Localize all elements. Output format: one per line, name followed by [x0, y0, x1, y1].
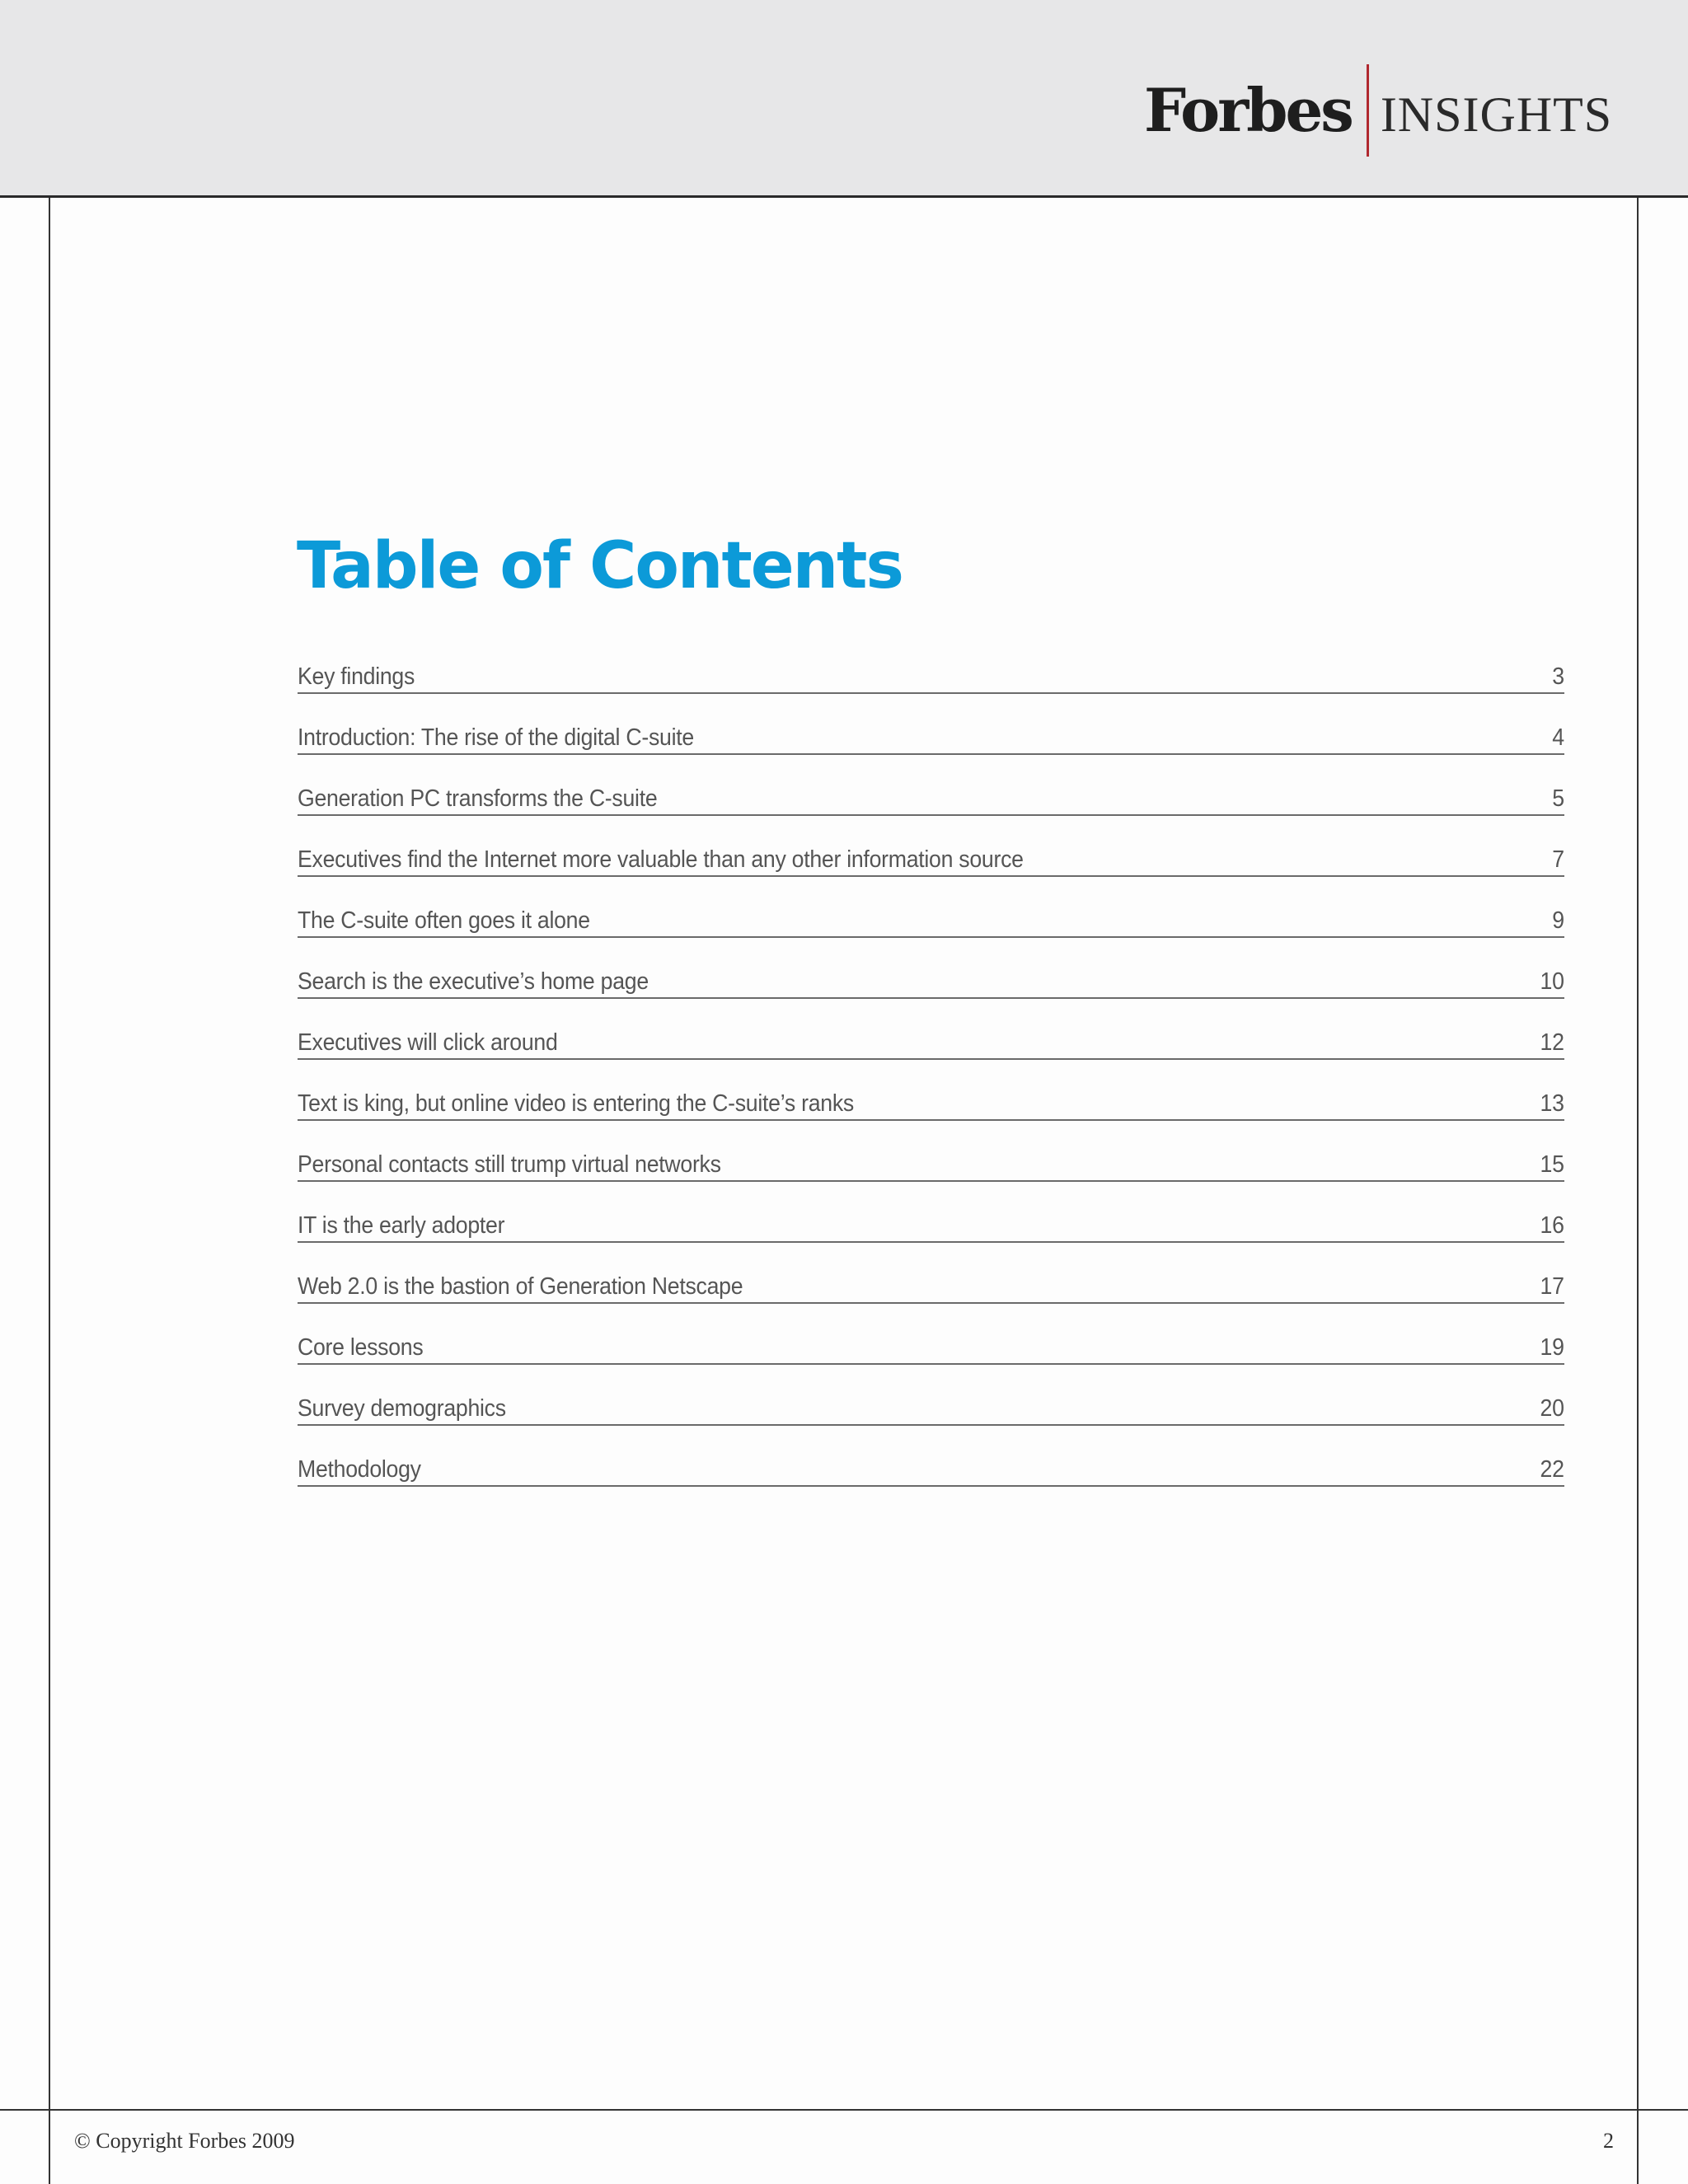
- left-margin-rule: [49, 198, 50, 2184]
- toc-entry[interactable]: [298, 1182, 1564, 1243]
- toc-entry-page: 5: [1552, 785, 1564, 812]
- forbes-insights-logo: [1144, 64, 1612, 157]
- toc-entry-page: 22: [1540, 1455, 1564, 1483]
- footer-copyright: © Copyright Forbes 2009: [74, 2129, 295, 2153]
- toc-entry-label: IT is the early adopter: [298, 1212, 505, 1239]
- toc-entry-label: Methodology: [298, 1455, 421, 1483]
- toc-entry-label: Generation PC transforms the C-suite: [298, 785, 658, 812]
- toc-entry-page: 13: [1540, 1090, 1564, 1117]
- toc-entry[interactable]: [298, 633, 1564, 694]
- toc-entry-page: 19: [1540, 1333, 1564, 1361]
- footer-rule: [0, 2109, 1688, 2111]
- toc-entry-page: 3: [1552, 663, 1564, 690]
- toc-entry-page: 20: [1540, 1394, 1564, 1422]
- toc-entry-label: Search is the executive’s home page: [298, 968, 649, 995]
- toc-entry[interactable]: [298, 1243, 1564, 1304]
- toc-entry-label: Executives will click around: [298, 1029, 558, 1056]
- logo-divider: [1367, 64, 1369, 157]
- toc-entry-label: Executives find the Internet more valuable than any other information source: [298, 846, 1024, 873]
- toc-entry[interactable]: [298, 877, 1564, 938]
- toc-entry-page: 4: [1552, 724, 1564, 751]
- toc-entry-page: 15: [1540, 1151, 1564, 1178]
- toc-entry[interactable]: [298, 694, 1564, 755]
- toc-entry[interactable]: [298, 1121, 1564, 1182]
- toc-entry-page: 17: [1540, 1272, 1564, 1300]
- toc-entry[interactable]: [298, 938, 1564, 999]
- right-margin-rule: [1637, 198, 1639, 2184]
- logo-forbes-wordmark: Forbes: [1144, 75, 1352, 145]
- footer-page-number: 2: [1603, 2129, 1614, 2153]
- page-title: Table of Contents: [297, 529, 903, 603]
- toc-entry-page: 10: [1540, 968, 1564, 995]
- toc-entry-page: 16: [1540, 1212, 1564, 1239]
- toc-entry-label: Personal contacts still trump virtual networks: [298, 1151, 721, 1178]
- toc-entry-label: Web 2.0 is the bastion of Generation Netscape: [298, 1272, 743, 1300]
- toc-entry[interactable]: [298, 816, 1564, 877]
- toc-entry-label: Key findings: [298, 663, 415, 690]
- toc-entry-page: 12: [1540, 1029, 1564, 1056]
- header-band: [0, 0, 1688, 198]
- toc-entry[interactable]: [298, 755, 1564, 816]
- toc-entry[interactable]: [298, 1426, 1564, 1487]
- toc-entry[interactable]: [298, 1365, 1564, 1426]
- logo-insights-wordmark: INSIGHTS: [1380, 87, 1613, 142]
- toc-entry-label: Text is king, but online video is entering the C-suite’s ranks: [298, 1090, 854, 1117]
- toc-list: [298, 633, 1564, 1487]
- toc-entry-label: Introduction: The rise of the digital C-suite: [298, 724, 694, 751]
- toc-entry-page: 9: [1552, 907, 1564, 934]
- toc-entry[interactable]: [298, 1060, 1564, 1121]
- toc-entry-label: Core lessons: [298, 1333, 424, 1361]
- toc-entry[interactable]: [298, 999, 1564, 1060]
- toc-entry[interactable]: [298, 1304, 1564, 1365]
- toc-entry-label: Survey demographics: [298, 1394, 506, 1422]
- toc-entry-page: 7: [1552, 846, 1564, 873]
- toc-entry-label: The C-suite often goes it alone: [298, 907, 590, 934]
